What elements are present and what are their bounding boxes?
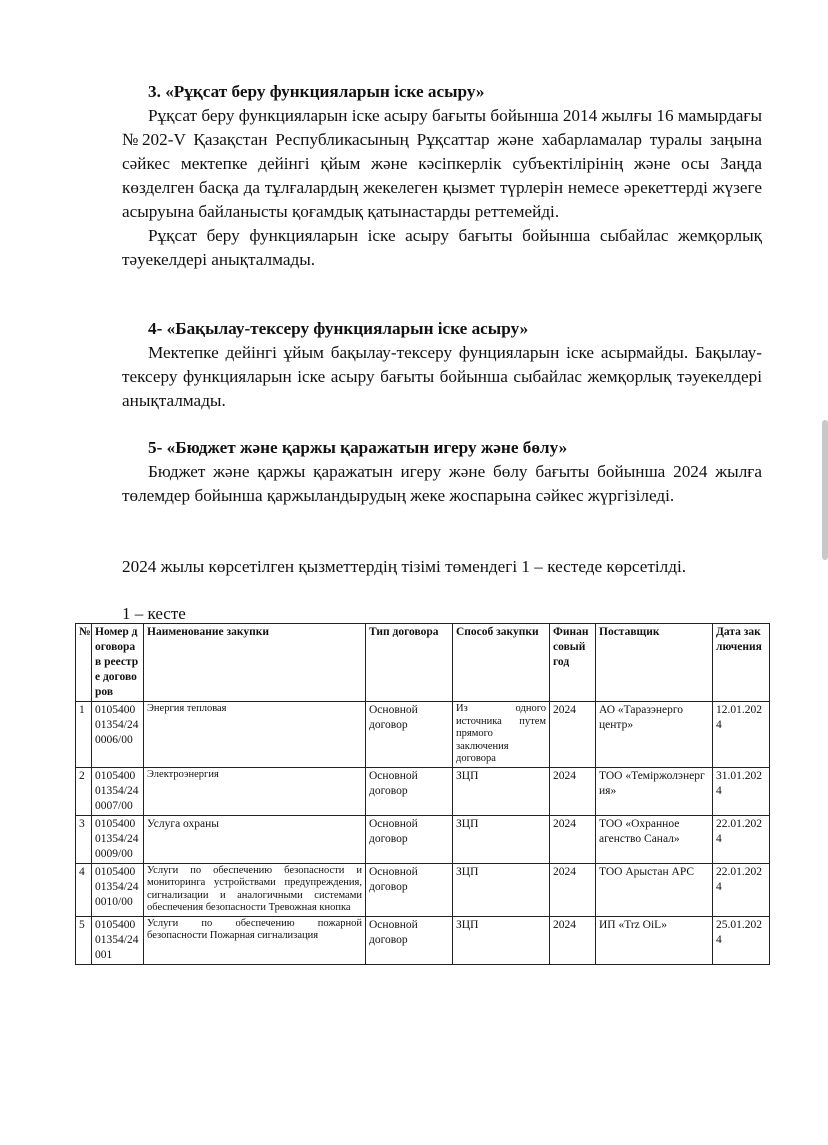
table-row xyxy=(76,702,770,768)
cell-number: 3 xyxy=(76,815,92,863)
cell-supplier: ТОО Арыстан АРС xyxy=(596,863,713,916)
paragraph: Рұқсат беру функцияларын іске асыру бағыты бойынша сыбайлас жемқорлық тәуекелдері анықталмады. xyxy=(122,226,762,269)
cell-fiscal-year: 2024 xyxy=(550,702,596,768)
header-number: № xyxy=(76,624,92,702)
section-3 xyxy=(122,80,762,272)
cell-supplier: АО «Таразэнерго центр» xyxy=(596,702,713,768)
cell-purchase-method: ЗЦП xyxy=(453,863,550,916)
paragraph: Бюджет және қаржы қаражатын игеру және бөлу бағыты бойынша 2024 жылға төлемдер бойынша қаржыландырудың жеке жоспарына сәйкес жүргізіледі. xyxy=(122,462,762,505)
paragraph: Рұқсат беру функцияларын іске асыру бағыты бойынша 2014 жылғы 16 мамырдағы №202-V Қазақстан Республикасының Рұқсаттар және хабарламалар туралы заңына сәйкес мектепке дейінгі қйым және кәсіпкерлік субъектілірінің және осы Заңда көзделген басқа да тұлғалардың жекелеген қызмет түрлерін немесе әрекеттерді жүзеге асыруына байланысты қоғамдық қатынастарды реттемейді. xyxy=(122,106,763,221)
cell-purchase-method: ЗЦП xyxy=(453,916,550,964)
cell-contract-date: 31.01.2024 xyxy=(713,767,770,815)
cell-purchase-method: ЗЦП xyxy=(453,815,550,863)
table-caption: 1 – кесте xyxy=(122,604,186,623)
header-purchase-name: Наименование закупки xyxy=(144,624,366,702)
cell-fiscal-year: 2024 xyxy=(550,767,596,815)
section-4 xyxy=(122,317,762,413)
header-contract-type: Тип договора xyxy=(366,624,453,702)
cell-fiscal-year: 2024 xyxy=(550,815,596,863)
paragraph: Мектепке дейінгі ұйым бақылау-тексеру фунцияларын іске асырмайды. Бақылау-тексеру функцияларын іске асыру бағыты бойынша сыбайлас жемқорлық тәуекелдері анықталмады. xyxy=(122,343,762,410)
section-heading: 5- «Бюджет және қаржы қаражатын игеру және бөлу» xyxy=(148,438,568,457)
table-row xyxy=(76,815,770,863)
cell-purchase-name: Услуга охраны xyxy=(144,815,366,863)
header-purchase-method: Способ закупки xyxy=(453,624,550,702)
cell-number: 2 xyxy=(76,767,92,815)
scrollbar-thumb[interactable] xyxy=(822,420,828,560)
cell-supplier: ТОО «Охранное агенство Санал» xyxy=(596,815,713,863)
cell-registry-number: 010540001354/240006/00 xyxy=(92,702,144,768)
table-intro: 2024 жылы көрсетілген қызметтердің тізімі төмендегі 1 – кестеде көрсетілді. xyxy=(122,557,687,576)
procurement-table xyxy=(75,623,770,965)
cell-contract-type: Основной договор xyxy=(366,702,453,768)
header-supplier: Поставщик xyxy=(596,624,713,702)
cell-contract-type: Основной договор xyxy=(366,916,453,964)
cell-purchase-method: Из одного источника путем прямого заключения договора xyxy=(453,702,550,768)
cell-contract-type: Основной договор xyxy=(366,863,453,916)
cell-purchase-method: ЗЦП xyxy=(453,767,550,815)
cell-fiscal-year: 2024 xyxy=(550,863,596,916)
cell-contract-date: 22.01.2024 xyxy=(713,815,770,863)
cell-registry-number: 010540001354/240010/00 xyxy=(92,863,144,916)
header-fiscal-year: Финансовый год xyxy=(550,624,596,702)
cell-number: 1 xyxy=(76,702,92,768)
cell-purchase-name: Услуги по обеспечению пожарной безопасности Пожарная сигнализация xyxy=(144,916,366,964)
section-5 xyxy=(122,436,762,508)
table-row xyxy=(76,863,770,916)
cell-fiscal-year: 2024 xyxy=(550,916,596,964)
table-row xyxy=(76,916,770,964)
cell-registry-number: 010540001354/240009/00 xyxy=(92,815,144,863)
cell-number: 5 xyxy=(76,916,92,964)
table-header-row xyxy=(76,624,770,702)
section-heading: 3. «Рұқсат беру функцияларын іске асыру» xyxy=(148,82,485,101)
header-contract-date: Дата заключения xyxy=(713,624,770,702)
cell-purchase-name: Энергия тепловая xyxy=(144,702,366,768)
table-row xyxy=(76,767,770,815)
cell-purchase-name: Электроэнергия xyxy=(144,767,366,815)
cell-number: 4 xyxy=(76,863,92,916)
cell-contract-date: 12.01.2024 xyxy=(713,702,770,768)
cell-contract-type: Основной договор xyxy=(366,767,453,815)
section-heading: 4- «Бақылау-тексеру функцияларын іске асыру» xyxy=(148,319,529,338)
header-registry-number: Номер договора в реестре договоров xyxy=(92,624,144,702)
cell-contract-type: Основной договор xyxy=(366,815,453,863)
cell-supplier: ИП «Trz OiL» xyxy=(596,916,713,964)
cell-supplier: ТОО «Теміржолэнергия» xyxy=(596,767,713,815)
cell-registry-number: 010540001354/240007/00 xyxy=(92,767,144,815)
cell-contract-date: 22.01.2024 xyxy=(713,863,770,916)
cell-purchase-name: Услуги по обеспечению безопасности и мониторинга устройствами предупреждения, сигнализации и аналогичными системами обеспечения безопасности Тревожная кнопка xyxy=(144,863,366,916)
cell-registry-number: 010540001354/24001 xyxy=(92,916,144,964)
cell-contract-date: 25.01.2024 xyxy=(713,916,770,964)
